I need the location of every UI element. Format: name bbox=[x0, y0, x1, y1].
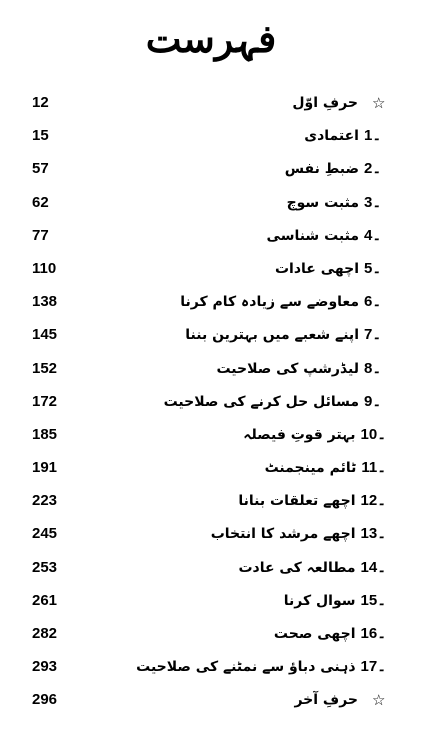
toc-entry bbox=[0, 554, 422, 587]
star-outline-icon: ☆ bbox=[372, 94, 386, 112]
toc-entry-heading bbox=[180, 288, 386, 316]
toc-entry bbox=[0, 255, 422, 288]
toc-chapter-number: 13۔ bbox=[360, 525, 386, 543]
toc-entry-heading bbox=[275, 255, 386, 283]
toc-entry-title: اچھی عادات bbox=[274, 260, 359, 277]
toc-entry-title: مثبت شناسی bbox=[266, 227, 359, 244]
toc-entry-title: اپنے شعبے میں بہترین بننا bbox=[185, 327, 359, 344]
toc-entry-title: مثبت سوچ bbox=[286, 194, 359, 211]
toc-entry-title: مسائل حل کرنے کی صلاحیت bbox=[163, 393, 359, 410]
toc-chapter-number: 15۔ bbox=[360, 591, 386, 609]
toc-page-number: 185 bbox=[32, 425, 58, 443]
toc-page-number: 138 bbox=[32, 293, 58, 311]
toc-entry-heading bbox=[267, 222, 386, 250]
toc-page-number: 152 bbox=[32, 359, 58, 377]
toc-entry-heading bbox=[238, 554, 386, 582]
toc-entry bbox=[0, 122, 422, 155]
toc-entry-title: اچھی صحت bbox=[273, 626, 356, 642]
toc-page-number: 191 bbox=[32, 459, 58, 477]
toc-page-number: 62 bbox=[32, 193, 49, 211]
toc-entry bbox=[0, 388, 422, 421]
toc-page-number: 245 bbox=[32, 525, 58, 543]
toc-entry-heading bbox=[164, 388, 386, 416]
toc-entry-heading bbox=[292, 89, 386, 117]
toc-entry-heading bbox=[185, 321, 386, 349]
toc-entry-title: ٹائم مینجمنٹ bbox=[264, 460, 357, 477]
toc-page-number: 12 bbox=[32, 94, 49, 111]
toc-entry bbox=[0, 155, 422, 188]
toc-page-number: 172 bbox=[32, 392, 58, 410]
toc-entry-heading bbox=[265, 454, 386, 482]
toc-chapter-number: 16۔ bbox=[360, 625, 386, 642]
toc-entry-heading bbox=[243, 421, 386, 449]
toc-entry bbox=[0, 222, 422, 255]
toc-chapter-number: 1۔ bbox=[364, 127, 382, 145]
toc-entry bbox=[0, 89, 422, 122]
toc-entry-heading bbox=[285, 155, 386, 183]
toc-chapter-number: 3۔ bbox=[364, 193, 382, 211]
toc-chapter-number: 5۔ bbox=[364, 259, 382, 277]
toc-entry-heading bbox=[211, 520, 386, 548]
toc-page-number: 15 bbox=[32, 127, 49, 145]
star-outline-icon: ☆ bbox=[372, 691, 386, 710]
toc-entry bbox=[0, 288, 422, 321]
toc-entry bbox=[0, 587, 422, 620]
toc-page-number: 110 bbox=[32, 259, 57, 277]
toc-entry-title: سوال کرنا bbox=[283, 592, 356, 609]
toc-entry bbox=[0, 653, 422, 686]
toc-entry bbox=[0, 686, 422, 719]
toc-page-number: 145 bbox=[32, 326, 58, 344]
toc-chapter-number: 12۔ bbox=[360, 492, 386, 510]
toc-entry bbox=[0, 520, 422, 553]
table-of-contents bbox=[0, 89, 422, 720]
toc-entry bbox=[0, 454, 422, 487]
toc-page-number: 57 bbox=[32, 160, 49, 178]
toc-entry bbox=[0, 355, 422, 388]
toc-entry-heading bbox=[238, 487, 386, 515]
toc-chapter-number: 6۔ bbox=[364, 293, 382, 311]
toc-page-number: 77 bbox=[32, 226, 49, 244]
toc-entry-heading bbox=[284, 587, 386, 615]
toc-entry-heading bbox=[274, 620, 386, 648]
toc-page-number: 253 bbox=[32, 558, 58, 576]
toc-entry-heading bbox=[287, 189, 386, 217]
toc-entry-heading bbox=[216, 355, 386, 383]
toc-entry-title: اچھے تعلقات بنانا bbox=[238, 493, 356, 510]
toc-entry bbox=[0, 421, 422, 454]
toc-page-number: 261 bbox=[32, 591, 58, 609]
toc-entry-title: بہتر قوتِ فیصلہ bbox=[243, 426, 356, 443]
toc-entry bbox=[0, 321, 422, 354]
toc-entry-title: اچھے مرشد کا انتخاب bbox=[210, 526, 356, 543]
toc-page-number: 293 bbox=[32, 658, 58, 676]
toc-entry bbox=[0, 189, 422, 222]
toc-chapter-number: 4۔ bbox=[364, 226, 382, 244]
toc-entry-title: اعتمادی bbox=[304, 128, 359, 145]
toc-entry-title: ضبطِ نفس bbox=[284, 161, 359, 178]
toc-entry-heading bbox=[294, 686, 386, 714]
toc-page-number: 223 bbox=[32, 492, 58, 510]
toc-page-number: 296 bbox=[32, 691, 58, 709]
toc-entry-title: حرفِ آخر bbox=[294, 692, 358, 709]
toc-chapter-number: 10۔ bbox=[360, 425, 386, 443]
toc-entry-heading bbox=[136, 653, 386, 681]
toc-chapter-number: 7۔ bbox=[364, 326, 382, 344]
toc-chapter-number: 17۔ bbox=[360, 658, 386, 676]
toc-entry-title: معاوضے سے زیادہ کام کرنا bbox=[180, 294, 359, 311]
toc-entry-title: لیڈرشپ کی صلاحیت bbox=[216, 360, 359, 377]
toc-chapter-number: 9۔ bbox=[364, 392, 382, 410]
toc-chapter-number: 14۔ bbox=[360, 558, 386, 576]
toc-page-number: 282 bbox=[32, 625, 58, 642]
page-title: فہرست bbox=[145, 16, 277, 61]
toc-entry bbox=[0, 620, 422, 653]
toc-chapter-number: 11۔ bbox=[361, 459, 386, 477]
toc-entry-title: حرفِ اوّل bbox=[292, 95, 358, 111]
toc-entry-heading bbox=[304, 122, 386, 150]
toc-entry-title: مطالعہ کی عادت bbox=[238, 559, 356, 576]
toc-chapter-number: 2۔ bbox=[364, 160, 382, 178]
toc-entry-title: ذہنی دباؤ سے نمٹنے کی صلاحیت bbox=[136, 659, 356, 676]
toc-chapter-number: 8۔ bbox=[364, 359, 382, 377]
toc-entry bbox=[0, 487, 422, 520]
